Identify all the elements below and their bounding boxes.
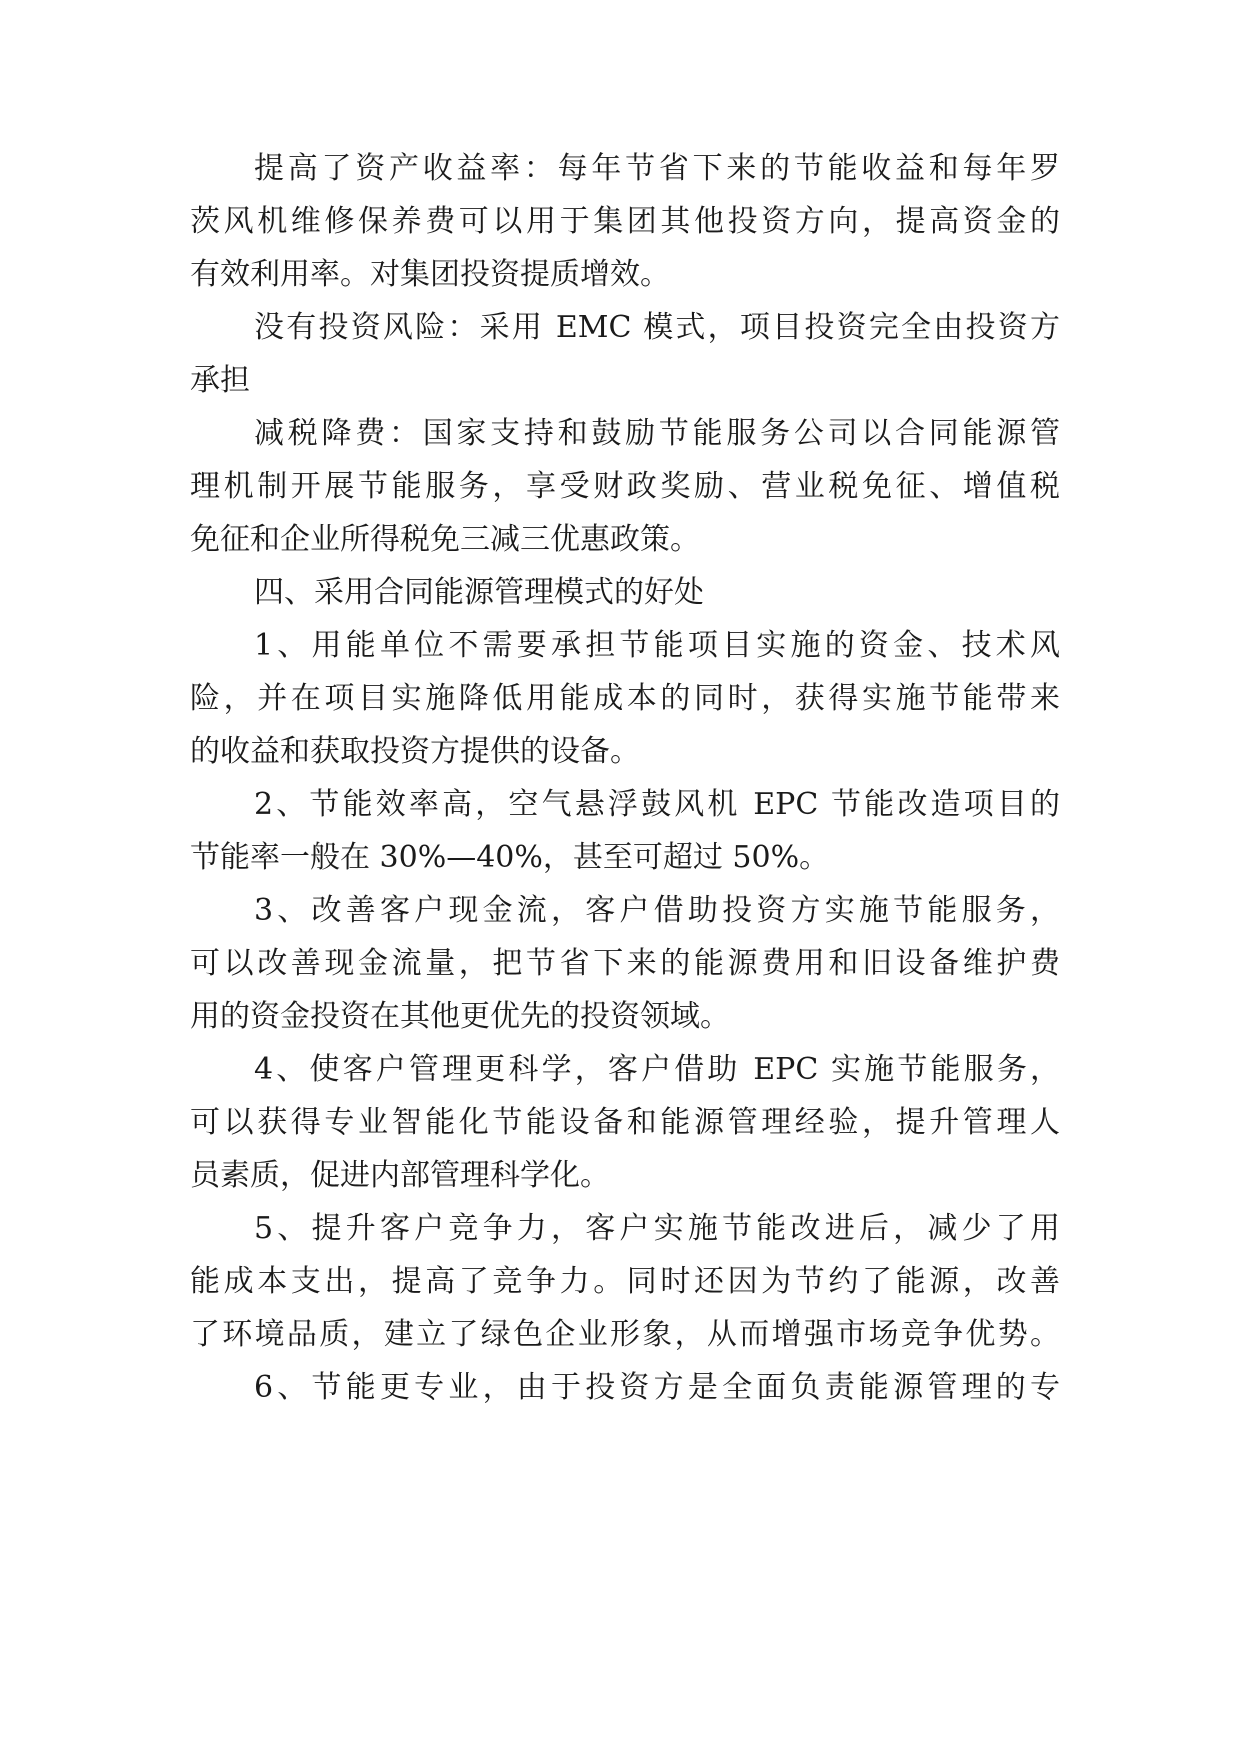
text-line: 险，并在项目实施降低用能成本的同时，获得实施节能带来	[190, 681, 1060, 716]
text-line: 5、提升客户竞争力，客户实施节能改进后，减少了用	[254, 1211, 1060, 1246]
text-line: 4、使客户管理更科学，客户借助 EPC 实施节能服务，	[254, 1052, 1060, 1087]
text-line: 了环境品质，建立了绿色企业形象，从而增强市场竞争优势。	[190, 1317, 1060, 1352]
text-line: 有效利用率。对集团投资提质增效。	[190, 257, 670, 292]
text-line: 2、节能效率高，空气悬浮鼓风机 EPC 节能改造项目的	[254, 787, 1060, 822]
text-line: 可以改善现金流量，把节省下来的能源费用和旧设备维护费	[190, 946, 1060, 981]
text-line: 理机制开展节能服务，享受财政奖励、营业税免征、增值税	[190, 469, 1060, 504]
text-line: 3、改善客户现金流，客户借助投资方实施节能服务，	[254, 893, 1060, 928]
text-line: 6、节能更专业，由于投资方是全面负责能源管理的专	[254, 1370, 1060, 1405]
text-line: 的收益和获取投资方提供的设备。	[190, 734, 640, 769]
text-line: 能成本支出，提高了竞争力。同时还因为节约了能源，改善	[190, 1264, 1060, 1299]
text-line: 茨风机维修保养费可以用于集团其他投资方向，提高资金的	[190, 204, 1060, 239]
text-line: 免征和企业所得税免三减三优惠政策。	[190, 522, 700, 557]
text-line: 承担	[190, 363, 250, 398]
text-line: 减税降费：国家支持和鼓励节能服务公司以合同能源管	[254, 416, 1060, 451]
text-line: 员素质，促进内部管理科学化。	[190, 1158, 610, 1193]
text-line: 提高了资产收益率：每年节省下来的节能收益和每年罗	[254, 151, 1060, 186]
text-line: 1、用能单位不需要承担节能项目实施的资金、技术风	[254, 628, 1060, 663]
text-line: 可以获得专业智能化节能设备和能源管理经验，提升管理人	[190, 1105, 1060, 1140]
section-heading: 四、采用合同能源管理模式的好处	[254, 575, 704, 610]
text-line: 节能率一般在 30%—40%，甚至可超过 50%。	[190, 840, 830, 875]
text-line: 用的资金投资在其他更优先的投资领域。	[190, 999, 730, 1034]
text-line: 没有投资风险：采用 EMC 模式，项目投资完全由投资方	[254, 310, 1060, 345]
